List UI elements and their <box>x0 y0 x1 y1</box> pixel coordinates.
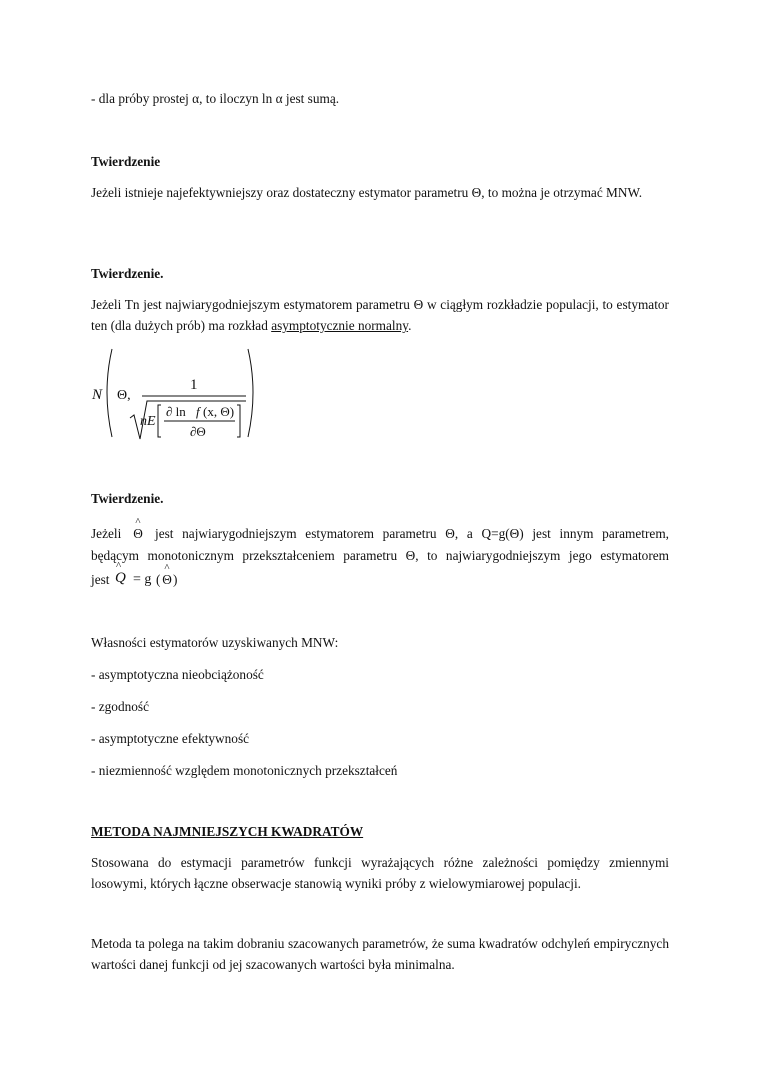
theorem3-start: Jeżeli <box>91 526 122 541</box>
property-item: - asymptotyczna nieobciążoność <box>91 667 264 682</box>
theta-hat-1-symbol: Θ <box>133 526 143 541</box>
asymptotic-normal-link: asymptotycznie normalny <box>271 318 409 333</box>
numerator: 1 <box>190 377 198 393</box>
property-item: - zgodność <box>91 699 149 714</box>
hat-accent: ^ <box>135 516 141 528</box>
bracket-left <box>158 405 161 437</box>
theta-hat-2-accent: ^ <box>164 562 170 574</box>
right-big-paren <box>248 349 253 437</box>
theorem-body-1: Jeżeli istnieje najefektywniejszy oraz dostateczny estymator parametru Θ, to można je otrzymać MNW. <box>91 185 643 200</box>
theorem3-line2: będącym monotonicznym przekształceniem parametru Θ, to najwiarygodniejszym jego estymatorem <box>91 548 669 563</box>
theorem-body-2 <box>91 294 669 336</box>
paren-open: ( <box>156 572 161 587</box>
q-hat-accent: ^ <box>116 560 122 572</box>
theta-hat-2-symbol: Θ <box>162 572 172 587</box>
equals-g: = g <box>133 572 152 587</box>
least-squares-para-1: Stosowana do estymacji parametrów funkcji wyrażających różne zależności pomiędzy zmiennymi losowymi, których łączne obserwacje stanowią wyniki próby z wielowymiarowej populacji. <box>91 855 669 891</box>
n-e-symbol: nE <box>140 414 156 429</box>
theorem-body-3 <box>91 516 669 598</box>
theorem-body-2-text: Jeżeli Tn jest najwiarygodniejszym estymatorem parametru Θ w ciągłym rozkładzie populacji, to estymator ten (dla dużych prób) ma rozkład <box>91 297 669 333</box>
partial-theta: ∂Θ <box>190 424 206 439</box>
f-symbol: f <box>196 404 200 419</box>
intro-line: - dla próby prostej α, to iloczyn ln α jest sumą. <box>91 91 340 106</box>
theta-comma: Θ, <box>117 388 131 403</box>
function-args: (x, Θ) <box>203 404 235 419</box>
theorem3-line3-start: jest <box>91 572 110 587</box>
n-symbol: N <box>92 387 103 403</box>
paren-close: ) <box>173 572 178 587</box>
least-squares-para-2: Metoda ta polega na takim dobraniu szacowanych parametrów, że suma kwadratów odchyleń empirycznych wartości danej funkcji od jej szacowanych wartości była minimalna. <box>91 936 669 972</box>
theorem-heading-1: Twierdzenie <box>91 154 161 169</box>
q-hat-symbol <box>115 560 126 589</box>
theorem-heading-2: Twierdzenie. <box>91 266 164 281</box>
least-squares-heading: METODA NAJMNIEJSZYCH KWADRATÓW <box>91 824 364 839</box>
property-item: - niezmienność względem monotonicznych przekształceń <box>91 763 398 778</box>
normal-distribution-formula <box>90 345 260 441</box>
theorem-heading-3: Twierdzenie. <box>91 491 164 506</box>
left-big-paren <box>107 349 112 437</box>
theta-hat-1 <box>132 516 144 544</box>
theorem3-line1-rest: jest najwiarygodniejszym estymatorem parametru Θ, a Q=g(Θ) jest innym parametrem, <box>155 526 669 541</box>
theta-hat-2 <box>161 562 173 590</box>
property-item: - asymptotyczne efektywność <box>91 731 250 746</box>
theorem-body-2-end: . <box>408 318 412 333</box>
partial-ln: ∂ ln <box>166 404 186 419</box>
q-hat-letter: Q <box>115 570 126 586</box>
bracket-right <box>237 405 240 437</box>
properties-title: Własności estymatorów uzyskiwanych MNW: <box>91 635 339 650</box>
